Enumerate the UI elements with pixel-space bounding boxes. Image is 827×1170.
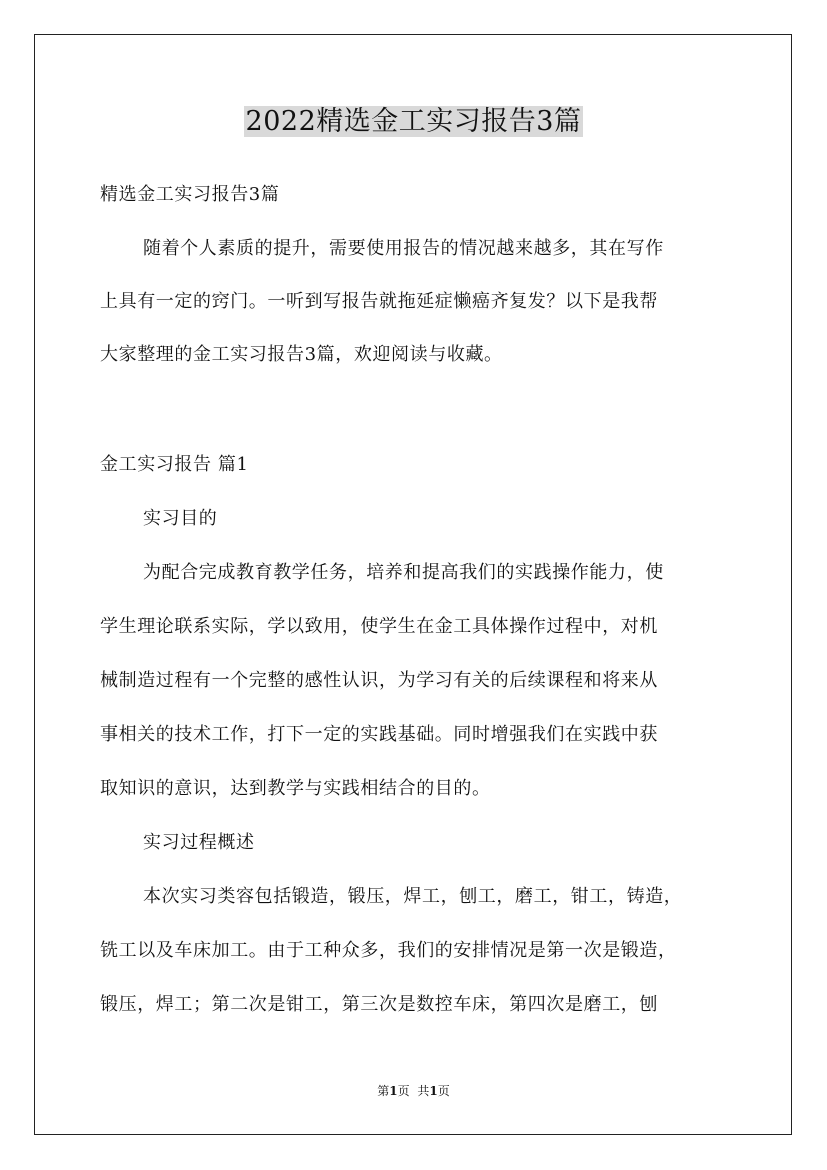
intro-line-2: 上具有一定的窍门。一听到写报告就拖延症懒癌齐复发？以下是我帮 (100, 291, 658, 312)
purpose-line-4: 事相关的技术工作，打下一定的实践基础。同时增强我们在实践中获 (100, 724, 658, 745)
intro-line-3: 大家整理的金工实习报告3篇，欢迎阅读与收藏。 (100, 344, 503, 365)
footer-page-number: 1 (389, 1084, 398, 1098)
footer-page-prefix: 第 (377, 1084, 390, 1098)
subheading-process: 实习过程概述 (143, 832, 255, 853)
section-heading-1: 金工实习报告 篇1 (100, 454, 249, 475)
process-line-3: 锻压，焊工；第二次是钳工，第三次是数控车床，第四次是磨工，刨 (100, 994, 658, 1015)
intro-line-1: 随着个人素质的提升，需要使用报告的情况越来越多，其在写作 (143, 238, 664, 259)
process-line-2: 铣工以及车床加工。由于工种众多，我们的安排情况是第一次是锻造， (100, 940, 677, 961)
purpose-line-5: 取知识的意识，达到教学与实践相结合的目的。 (100, 778, 491, 799)
page-footer (0, 1083, 827, 1099)
process-line-1: 本次实习类容包括锻造，锻压，焊工，刨工，磨工，钳工，铸造， (143, 886, 683, 907)
footer-total-number: 1 (429, 1084, 438, 1098)
subtitle-line: 精选金工实习报告3篇 (100, 184, 280, 205)
purpose-line-2: 学生理论联系实际，学以致用，使学生在金工具体操作过程中，对机 (100, 616, 658, 637)
purpose-line-3: 械制造过程有一个完整的感性认识，为学习有关的后续课程和将来从 (100, 670, 658, 691)
purpose-line-1: 为配合完成教育教学任务，培养和提高我们的实践操作能力，使 (143, 562, 664, 583)
footer-total-suffix: 页 (437, 1084, 450, 1098)
document-title-text: 2022精选金工实习报告3篇 (245, 106, 582, 137)
document-title (0, 102, 827, 142)
subheading-purpose: 实习目的 (143, 508, 218, 529)
footer-total-prefix: 共 (417, 1084, 430, 1098)
footer-page-suffix: 页 (397, 1084, 410, 1098)
